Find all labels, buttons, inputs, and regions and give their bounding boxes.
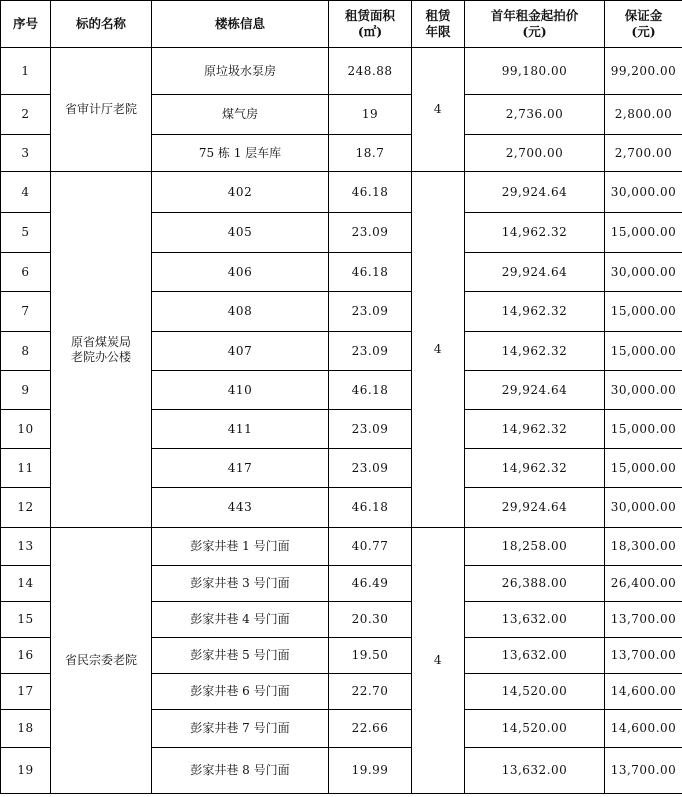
area-cell: 23.09 xyxy=(329,213,412,253)
seq-cell: 15 xyxy=(1,602,51,638)
seq-cell: 11 xyxy=(1,449,51,488)
price-cell: 29,924.64 xyxy=(465,172,605,213)
building-cell: 410 xyxy=(152,371,329,410)
seq-cell: 1 xyxy=(1,48,51,95)
col-header-lot-name: 标的名称 xyxy=(51,1,152,48)
building-cell: 彭家井巷 1 号门面 xyxy=(152,528,329,566)
header-row xyxy=(1,1,682,48)
seq-cell: 16 xyxy=(1,638,51,674)
price-cell: 14,962.32 xyxy=(465,213,605,253)
term-header-line1: 租赁 xyxy=(425,8,451,23)
building-cell: 彭家井巷 6 号门面 xyxy=(152,674,329,710)
seq-cell: 4 xyxy=(1,172,51,213)
term-cell: 4 xyxy=(412,172,465,528)
seq-cell: 10 xyxy=(1,410,51,449)
lot-name-cell xyxy=(51,172,152,528)
deposit-cell: 15,000.00 xyxy=(605,449,682,488)
seq-cell: 19 xyxy=(1,748,51,794)
deposit-header-line2: (元) xyxy=(631,24,656,39)
seq-cell: 17 xyxy=(1,674,51,710)
table-row xyxy=(1,528,682,566)
deposit-cell: 18,300.00 xyxy=(605,528,682,566)
building-cell: 407 xyxy=(152,332,329,371)
col-header-term xyxy=(412,1,465,48)
seq-cell: 6 xyxy=(1,253,51,292)
price-cell: 14,962.32 xyxy=(465,292,605,332)
seq-cell: 3 xyxy=(1,135,51,172)
price-header-line1: 首年租金起拍价 xyxy=(490,8,579,23)
price-cell: 18,258.00 xyxy=(465,528,605,566)
lot-name-cell: 省审计厅老院 xyxy=(51,48,152,172)
col-header-seq: 序号 xyxy=(1,1,51,48)
area-cell: 23.09 xyxy=(329,449,412,488)
price-cell: 13,632.00 xyxy=(465,748,605,794)
lot-name-line2: 老院办公楼 xyxy=(70,349,131,364)
seq-cell: 8 xyxy=(1,332,51,371)
price-cell: 14,962.32 xyxy=(465,332,605,371)
deposit-cell: 15,000.00 xyxy=(605,410,682,449)
building-cell: 443 xyxy=(152,488,329,528)
seq-cell: 14 xyxy=(1,566,51,602)
area-cell: 20.30 xyxy=(329,602,412,638)
area-header-line2: (㎡) xyxy=(357,24,383,39)
price-cell: 26,388.00 xyxy=(465,566,605,602)
area-cell: 46.18 xyxy=(329,371,412,410)
building-cell: 彭家井巷 5 号门面 xyxy=(152,638,329,674)
deposit-cell: 99,200.00 xyxy=(605,48,682,95)
area-cell: 23.09 xyxy=(329,410,412,449)
term-header-line2: 年限 xyxy=(425,24,451,39)
col-header-area xyxy=(329,1,412,48)
area-cell: 22.70 xyxy=(329,674,412,710)
deposit-cell: 30,000.00 xyxy=(605,488,682,528)
deposit-cell: 15,000.00 xyxy=(605,213,682,253)
price-cell: 14,962.32 xyxy=(465,410,605,449)
lot-name-cell: 省民宗委老院 xyxy=(51,528,152,794)
building-cell: 408 xyxy=(152,292,329,332)
area-cell: 46.18 xyxy=(329,172,412,213)
building-cell: 417 xyxy=(152,449,329,488)
col-header-building: 楼栋信息 xyxy=(152,1,329,48)
table-row xyxy=(1,172,682,213)
deposit-cell: 15,000.00 xyxy=(605,332,682,371)
seq-cell: 12 xyxy=(1,488,51,528)
price-cell: 29,924.64 xyxy=(465,488,605,528)
building-cell: 411 xyxy=(152,410,329,449)
area-cell: 248.88 xyxy=(329,48,412,95)
term-cell: 4 xyxy=(412,528,465,794)
price-cell: 29,924.64 xyxy=(465,371,605,410)
deposit-cell: 26,400.00 xyxy=(605,566,682,602)
seq-cell: 13 xyxy=(1,528,51,566)
area-cell: 19.50 xyxy=(329,638,412,674)
price-cell: 13,632.00 xyxy=(465,602,605,638)
deposit-cell: 30,000.00 xyxy=(605,371,682,410)
price-cell: 2,736.00 xyxy=(465,95,605,135)
price-cell: 14,962.32 xyxy=(465,449,605,488)
building-cell: 彭家井巷 8 号门面 xyxy=(152,748,329,794)
price-cell: 29,924.64 xyxy=(465,253,605,292)
seq-cell: 7 xyxy=(1,292,51,332)
building-cell: 彭家井巷 7 号门面 xyxy=(152,710,329,748)
deposit-cell: 13,700.00 xyxy=(605,748,682,794)
area-cell: 19 xyxy=(329,95,412,135)
area-cell: 46.49 xyxy=(329,566,412,602)
building-cell: 彭家井巷 3 号门面 xyxy=(152,566,329,602)
area-cell: 23.09 xyxy=(329,332,412,371)
deposit-cell: 13,700.00 xyxy=(605,602,682,638)
deposit-cell: 15,000.00 xyxy=(605,292,682,332)
area-cell: 19.99 xyxy=(329,748,412,794)
building-cell: 402 xyxy=(152,172,329,213)
area-cell: 22.66 xyxy=(329,710,412,748)
area-header-line1: 租赁面积 xyxy=(344,8,395,23)
area-cell: 18.7 xyxy=(329,135,412,172)
price-cell: 14,520.00 xyxy=(465,710,605,748)
building-cell: 原垃圾水泵房 xyxy=(152,48,329,95)
area-cell: 46.18 xyxy=(329,488,412,528)
building-cell: 煤气房 xyxy=(152,95,329,135)
seq-cell: 18 xyxy=(1,710,51,748)
price-cell: 14,520.00 xyxy=(465,674,605,710)
seq-cell: 9 xyxy=(1,371,51,410)
term-cell: 4 xyxy=(412,48,465,172)
deposit-cell: 30,000.00 xyxy=(605,172,682,213)
area-cell: 40.77 xyxy=(329,528,412,566)
building-cell: 彭家井巷 4 号门面 xyxy=(152,602,329,638)
price-cell: 13,632.00 xyxy=(465,638,605,674)
seq-cell: 2 xyxy=(1,95,51,135)
price-header-line2: (元) xyxy=(522,24,547,39)
deposit-cell: 14,600.00 xyxy=(605,710,682,748)
col-header-deposit xyxy=(605,1,682,48)
deposit-header-line1: 保证金 xyxy=(624,8,663,23)
deposit-cell: 30,000.00 xyxy=(605,253,682,292)
price-cell: 2,700.00 xyxy=(465,135,605,172)
deposit-cell: 2,800.00 xyxy=(605,95,682,135)
col-header-price xyxy=(465,1,605,48)
building-cell: 405 xyxy=(152,213,329,253)
seq-cell: 5 xyxy=(1,213,51,253)
area-cell: 23.09 xyxy=(329,292,412,332)
lot-name-line1: 原省煤炭局 xyxy=(70,334,131,349)
table-row xyxy=(1,48,682,95)
deposit-cell: 2,700.00 xyxy=(605,135,682,172)
deposit-cell: 14,600.00 xyxy=(605,674,682,710)
building-cell: 406 xyxy=(152,253,329,292)
deposit-cell: 13,700.00 xyxy=(605,638,682,674)
price-cell: 99,180.00 xyxy=(465,48,605,95)
area-cell: 46.18 xyxy=(329,253,412,292)
building-cell: 75 栋 1 层车库 xyxy=(152,135,329,172)
